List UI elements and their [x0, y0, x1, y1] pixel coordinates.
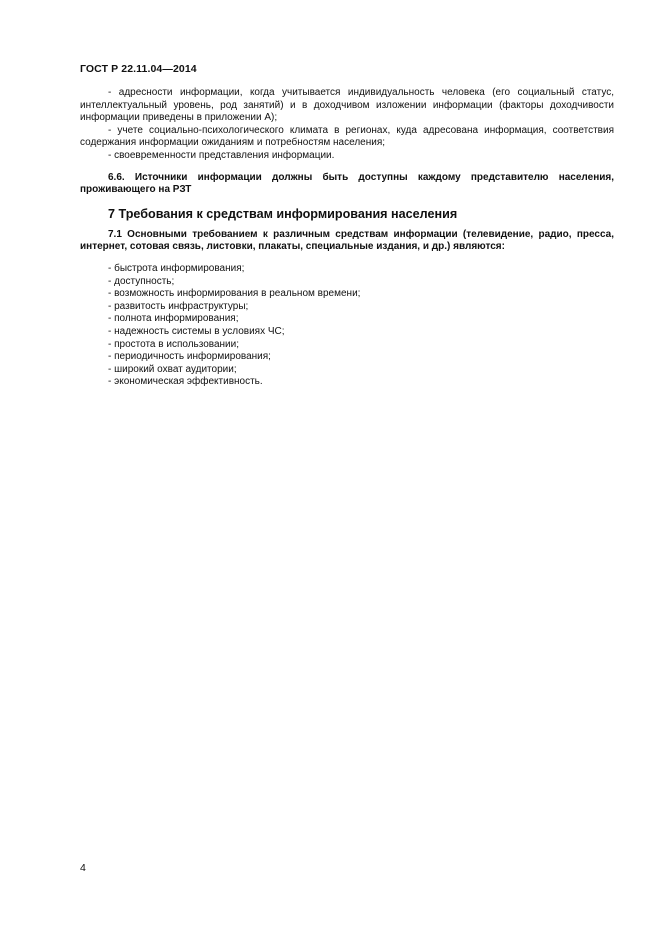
- list-item: - возможность информирования в реальном времени;: [108, 288, 361, 300]
- section-7-heading: 7 Требования к средствам информирования населения: [108, 206, 458, 221]
- list-item: - экономическая эффективность.: [108, 376, 263, 388]
- list-item: - развитость инфраструктуры;: [108, 300, 249, 312]
- page-content: [80, 87, 614, 389]
- clause-6-6: 6.6. Источники информации должны быть доступны каждому представителю населения, проживающего на РЗТ: [80, 171, 614, 196]
- list-item: - надежность системы в условиях ЧС;: [108, 325, 285, 337]
- list-item: - быстрота информирования;: [108, 262, 245, 274]
- list-item: - периодичность информирования;: [108, 351, 271, 363]
- list-item: - доступность;: [108, 275, 175, 287]
- list-item: - широкий охват аудитории;: [108, 363, 237, 375]
- document-code-header: ГОСТ Р 22.11.04—2014: [80, 63, 197, 75]
- intro-item-climate: - учете социально-психологического климата в регионах, куда адресована информация, соответствия содержания информации ожиданиям и потребностям населения;: [80, 124, 614, 149]
- page-number: 4: [80, 862, 86, 874]
- list-item: - полнота информирования;: [108, 313, 239, 325]
- intro-item-timeliness: - своевременности представления информации.: [108, 149, 335, 161]
- intro-item-addressing: - адресности информации, когда учитывается индивидуальность человека (его социальный статус, интеллектуальный уровень, род занятий) и в доходчивом изложении информации (факторы доходчивости информации приведены в приложении А);: [80, 87, 614, 124]
- requirements-list: [80, 263, 614, 389]
- clause-7-1: 7.1 Основными требованием к различным средствам информации (телевидение, радио, пресса, интернет, сотовая связь, листовки, плакаты, специальные издания, и др.) являются:: [80, 228, 614, 253]
- list-item: - простота в использовании;: [108, 338, 240, 350]
